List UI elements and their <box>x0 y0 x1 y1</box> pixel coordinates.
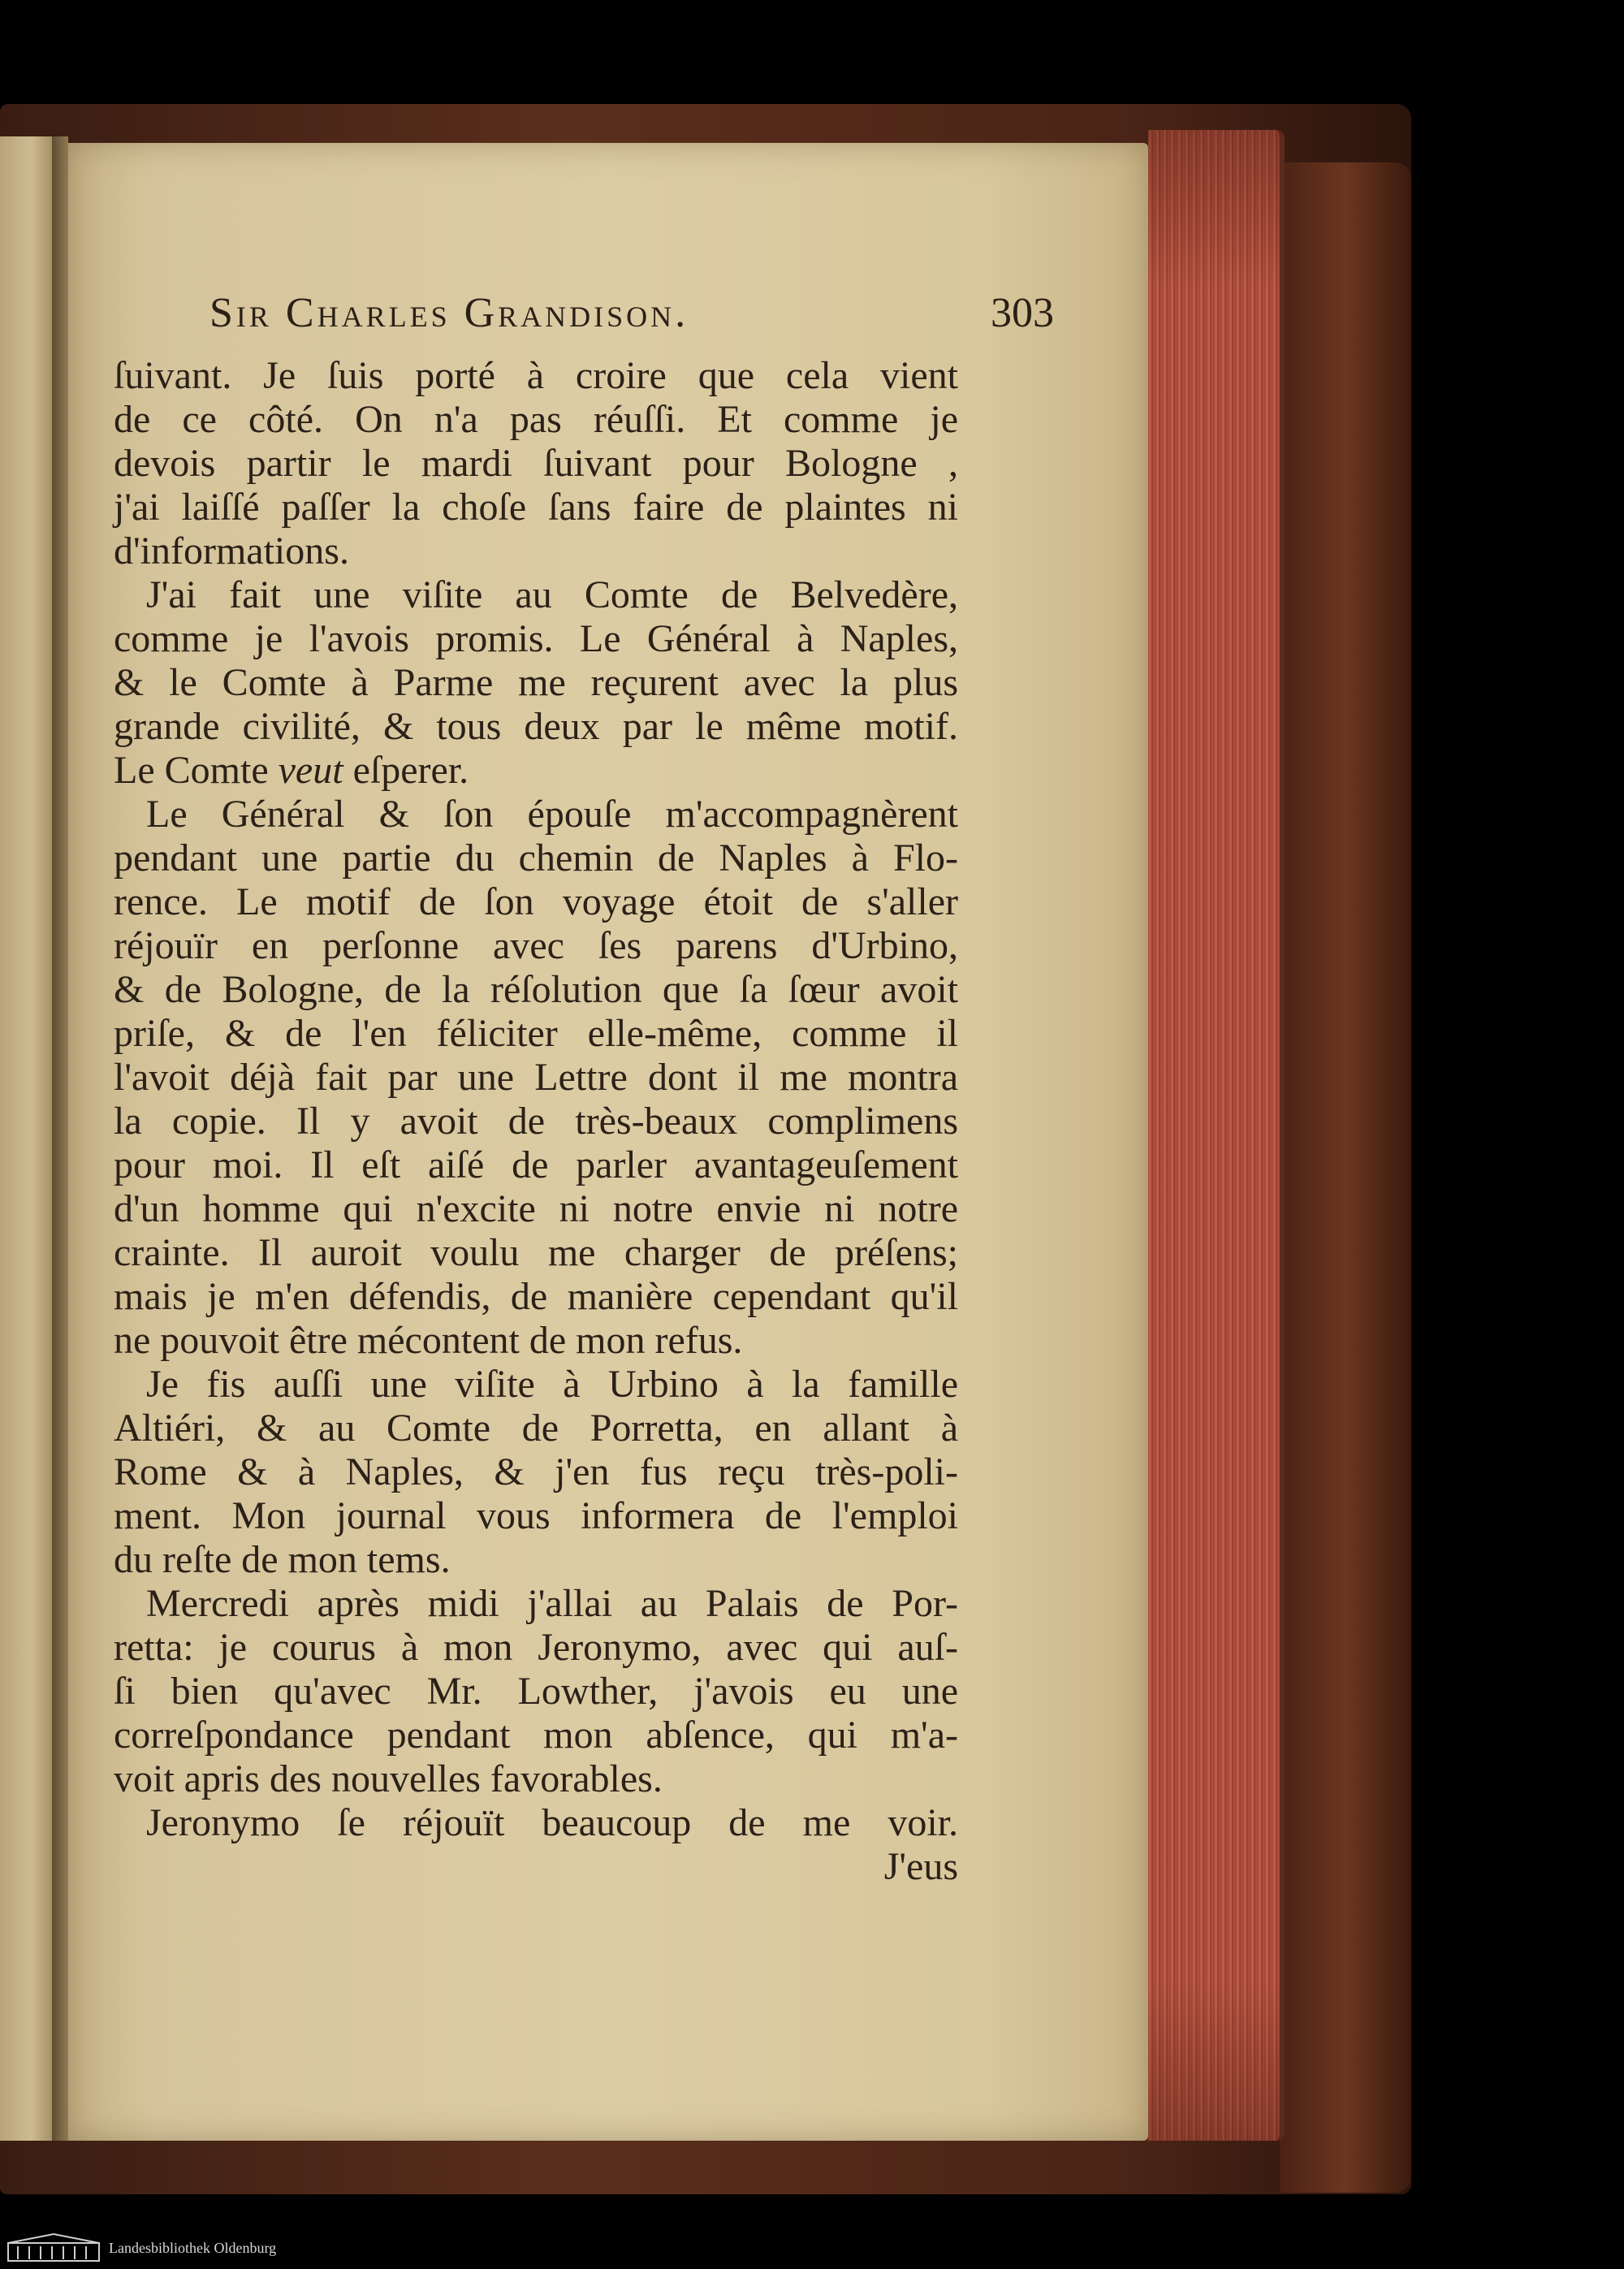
text-line: Je fis auſſi une viſite à Urbino à la famille <box>146 1363 958 1406</box>
text-line: du reſte de mon tems. <box>114 1538 451 1581</box>
text-line: rence. Le motif de ſon voyage étoit de s'aller <box>114 880 958 923</box>
text-line: réjouïr en perſonne avec ſes parens d'Urbino, <box>114 924 958 967</box>
library-name: Landesbibliothek Oldenburg <box>109 2240 277 2256</box>
text-line: ment. Mon journal vous informera de l'emploi <box>114 1494 958 1537</box>
book-gutter <box>52 136 68 2141</box>
red-page-edges <box>1148 130 1285 2141</box>
text-line: pendant une partie du chemin de Naples à Flo- <box>114 836 958 880</box>
text-line: ſuivant. Je ſuis porté à croire que cela vient <box>114 354 958 397</box>
text-line: Mercredi après midi j'allai au Palais de Por- <box>146 1582 958 1625</box>
text-line: mais je m'en défendis, de manière cependant qu'il <box>114 1275 958 1318</box>
text-line: d'informations. <box>114 529 349 573</box>
text-line: pour moi. Il eſt aiſé de parler avantageuſement <box>114 1143 958 1186</box>
text-line: devois partir le mardi ſuivant pour Bologne , <box>114 442 958 485</box>
text-line: j'ai laiſſé paſſer la choſe ſans faire de plaintes ni <box>114 486 958 529</box>
running-title: Sir Charles Grandison. <box>209 290 689 336</box>
left-page-edge <box>0 136 54 2141</box>
text-line: ſi bien qu'avec Mr. Lowther, j'avois eu une <box>114 1670 958 1713</box>
book-cover-right-edge <box>1280 162 1411 2193</box>
text-line: priſe, & de l'en féliciter elle-même, comme il <box>114 1012 958 1055</box>
text-fragment: Le Comte <box>114 749 279 792</box>
library-building-icon <box>5 2232 102 2264</box>
text-line: crainte. Il auroit voulu me charger de préſens; <box>114 1231 958 1274</box>
text-line: correſpondance pendant mon abſence, qui m'a- <box>114 1714 958 1757</box>
text-line <box>114 749 958 793</box>
text-line: grande civilité, & tous deux par le même motif. <box>114 705 958 748</box>
text-line: J'ai fait une viſite au Comte de Belvedère, <box>146 573 958 616</box>
text-line: retta: je courus à mon Jeronymo, avec qui auſ- <box>114 1626 958 1669</box>
page-number: 303 <box>991 290 1054 336</box>
text-line: Jeronymo ſe réjouït beaucoup de me voir. <box>146 1801 958 1844</box>
text-line: de ce côté. On n'a pas réuſſi. Et comme je <box>114 398 958 441</box>
text-line: ne pouvoit être mécontent de mon refus. <box>114 1319 743 1362</box>
text-line: l'avoit déjà fait par une Lettre dont il me montra <box>114 1056 958 1099</box>
text-fragment: eſperer. <box>343 749 469 792</box>
library-footer <box>0 2228 1624 2269</box>
text-line: la copie. Il y avoit de très-beaux complimens <box>114 1100 958 1143</box>
text-line: Le Général & ſon épouſe m'accompagnèrent <box>146 793 958 836</box>
catchword: J'eus <box>883 1845 958 1888</box>
text-line: d'un homme qui n'excite ni notre envie ni notre <box>114 1187 958 1230</box>
text-line: Rome & à Naples, & j'en fus reçu très-poli- <box>114 1450 958 1493</box>
page-text <box>114 354 958 1889</box>
page-header <box>209 289 1054 346</box>
text-line: Altiéri, & au Comte de Porretta, en allant à <box>114 1407 958 1450</box>
text-line: comme je l'avois promis. Le Général à Naples, <box>114 617 958 660</box>
text-line: voit apris des nouvelles favorables. <box>114 1757 663 1800</box>
text-line: & de Bologne, de la réſolution que ſa ſœur avoit <box>114 968 958 1011</box>
text-line: & le Comte à Parme me reçurent avec la plus <box>114 661 958 704</box>
italic-word: veut <box>278 749 343 792</box>
